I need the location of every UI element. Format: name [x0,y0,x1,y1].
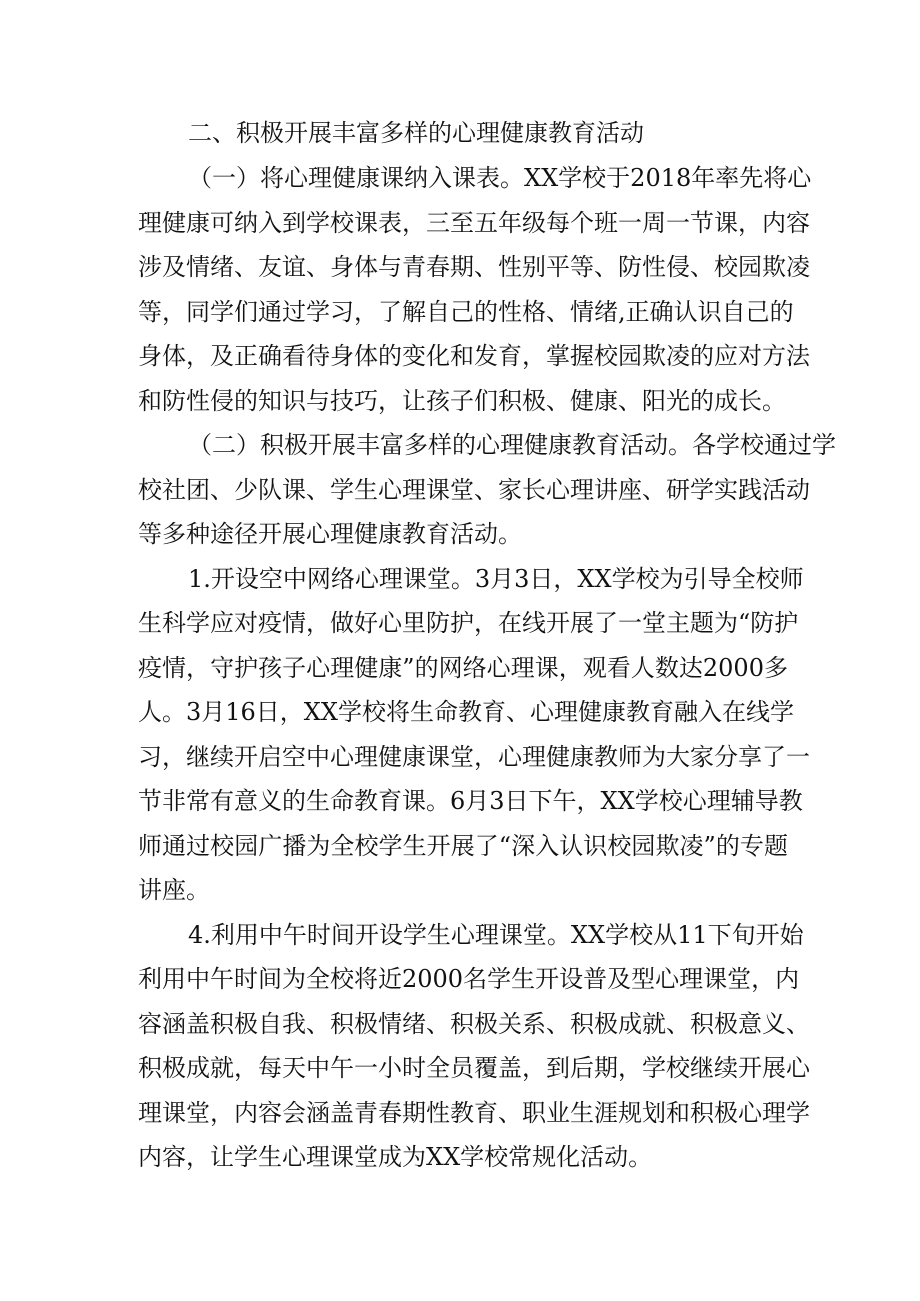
paragraph-2-line-2: 校社团、少队课、学生心理课堂、家长心理讲座、研学实践活动 [138,476,810,504]
paragraph-4-line-3: 容涵盖积极自我、积极情绪、积极关系、积极成就、积极意义、 [138,1010,810,1038]
paragraph-3-line-4: 人。3月16日，XX学校将生命教育、心理健康教育融入在线学 [138,698,794,726]
paragraph-1-line-6: 和防性侵的知识与技巧，让孩子们积极、健康、阳光的成长。 [138,387,786,415]
paragraph-3-line-2: 生科学应对疫情，做好心里防护，在线开展了一堂主题为“防护 [138,609,799,637]
paragraph-4-line-4: 积极成就，每天中午一小时全员覆盖，到后期，学校继续开展心 [138,1054,810,1082]
paragraph-3-line-5: 习，继续开启空中心理健康课堂，心理健康教师为大家分享了一 [138,743,810,771]
paragraph-1-line-3: 涉及情绪、友谊、身体与青春期、性别平等、防性侵、校园欺凌 [138,253,810,281]
paragraph-3-line-8: 讲座。 [138,876,210,904]
paragraph-4-line-6: 内容，让学生心理课堂成为XX学校常规化活动。 [138,1143,653,1171]
paragraph-1-line-5: 身体，及正确看待身体的变化和发育，掌握校园欺凌的应对方法 [138,342,810,370]
paragraph-1-line-1: （一）将心理健康课纳入课表。XX学校于2018年率先将心 [188,164,812,192]
paragraph-4-line-5: 理课堂，内容会涵盖青春期性教育、职业生涯规划和积极心理学 [138,1099,810,1127]
paragraph-4-line-2: 利用中午时间为全校将近2000名学生开设普及型心理课堂，内 [138,965,800,993]
paragraph-3-line-6: 节非常有意义的生命教育课。6月3日下午，XX学校心理辅导教 [138,787,803,815]
paragraph-3-line-7: 师通过校园广播为全校学生开展了“深入认识校园欺凌”的专题 [138,832,788,860]
section-heading: 二、积极开展丰富多样的心理健康教育活动 [188,119,644,147]
paragraph-2-line-1: （二）积极开展丰富多样的心理健康教育活动。各学校通过学 [188,431,836,459]
paragraph-1-line-2: 理健康可纳入到学校课表，三至五年级每个班一周一节课，内容 [138,209,810,237]
paragraph-4-line-1: 4.利用中午时间开设学生心理课堂。XX学校从11下旬开始 [188,921,804,949]
paragraph-3-line-1: 1.开设空中网络心理课堂。3月3日，XX学校为引导全校师 [188,565,804,593]
paragraph-2-line-3: 等多种途径开展心理健康教育活动。 [138,520,522,548]
paragraph-3-line-3: 疫情，守护孩子心理健康”的网络心理课，观看人数达2000多 [138,654,788,682]
paragraph-1-line-4: 等，同学们通过学习，了解自己的性格、情绪,正确认识自己的 [138,298,794,326]
